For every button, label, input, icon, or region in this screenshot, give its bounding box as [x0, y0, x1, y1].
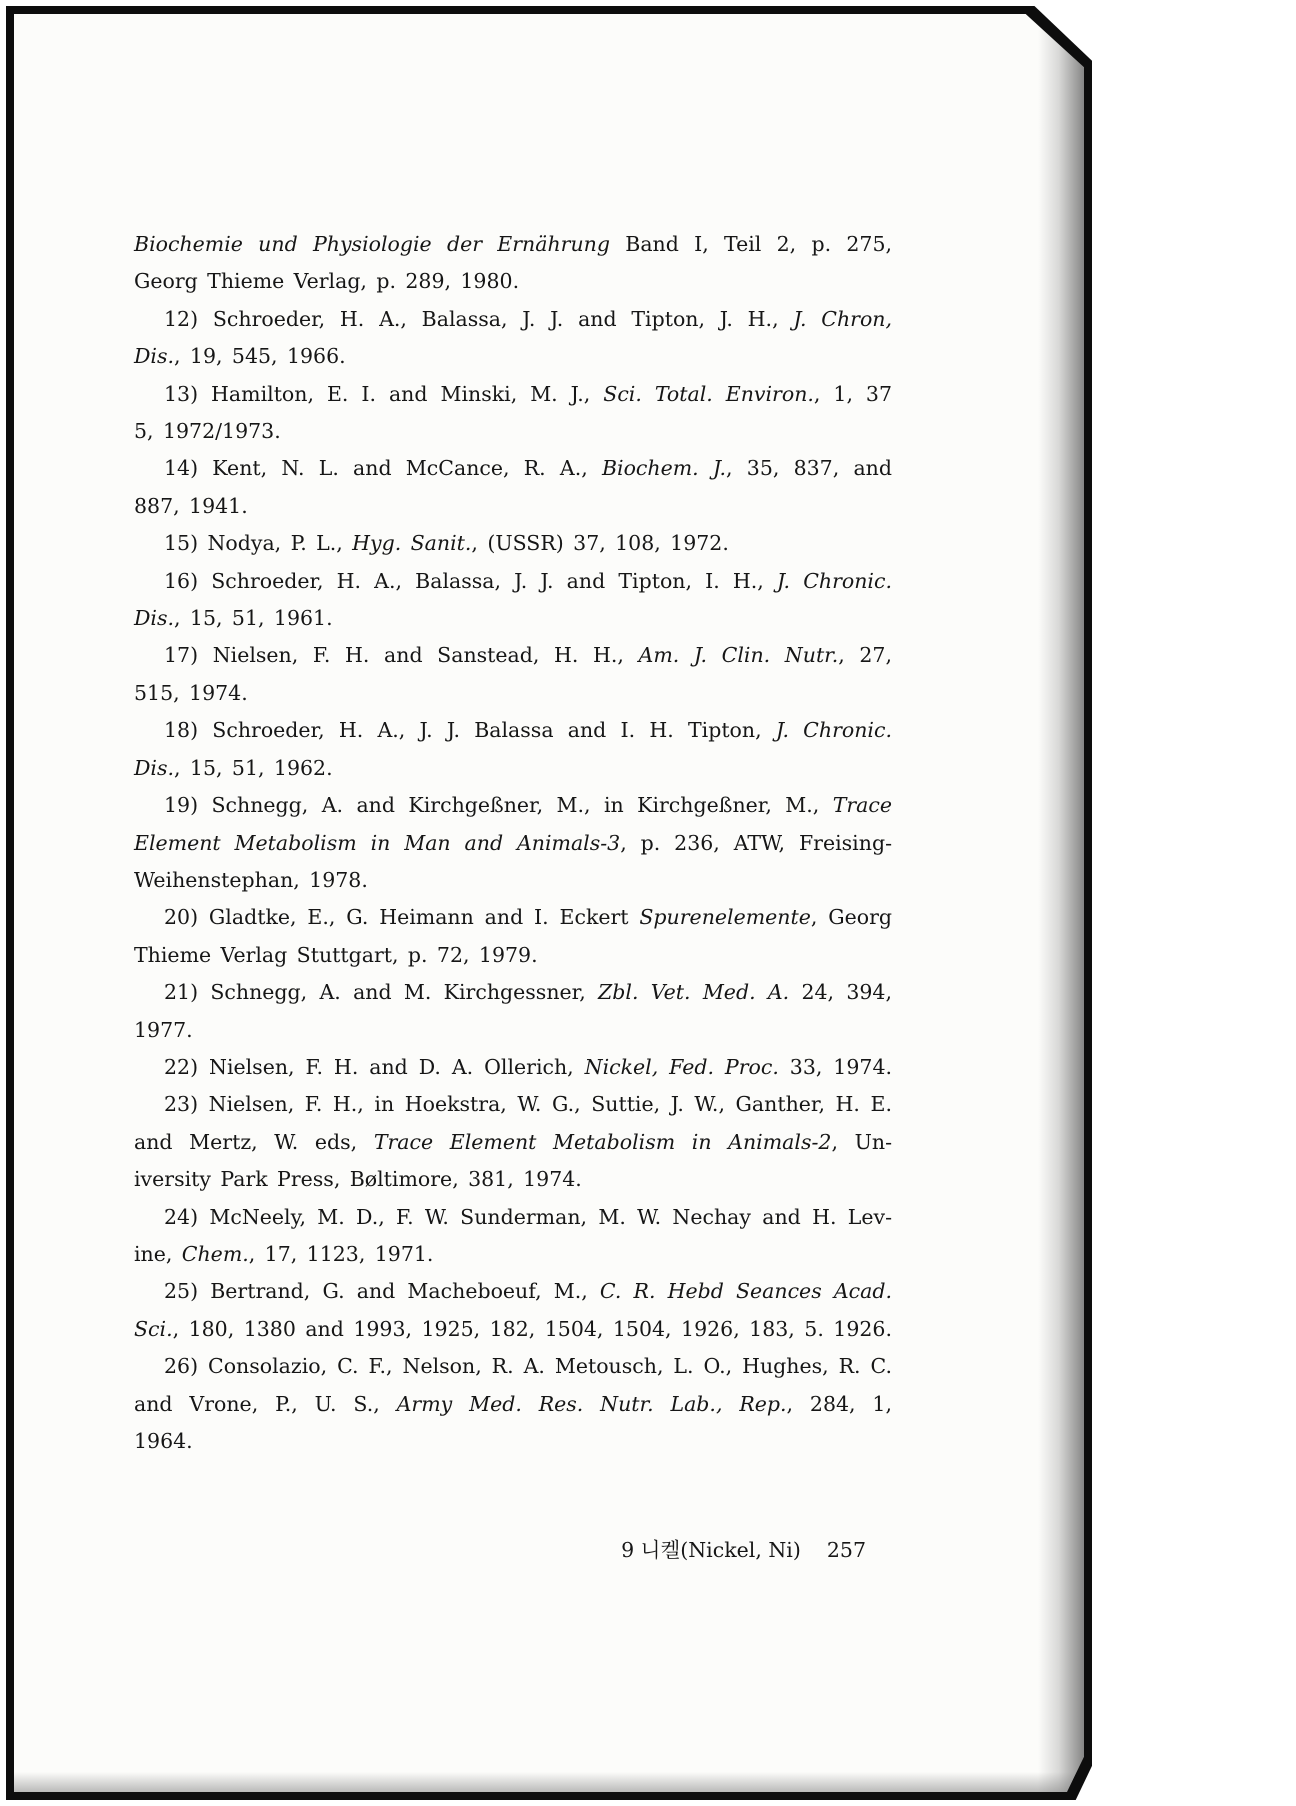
- text-run: , 15, 51, 1962.: [174, 755, 333, 780]
- text-run: 1977.: [134, 1017, 193, 1042]
- reference-line: [134, 338, 892, 375]
- text-run: ine,: [134, 1241, 182, 1266]
- text-run: 887, 1941.: [134, 493, 248, 518]
- text-run: , 17, 1123, 1971.: [248, 1241, 434, 1266]
- text-run: , Georg: [810, 905, 892, 930]
- reference-line: [134, 301, 892, 338]
- page-bottom-shading: [14, 1772, 1084, 1792]
- reference-line: [134, 1386, 892, 1423]
- reference-line: [134, 450, 892, 487]
- text-run: Hyg. Sanit.: [352, 531, 472, 556]
- reference-line: [134, 1049, 892, 1086]
- reference-line: [134, 937, 892, 974]
- text-run: 24) McNeely, M. D., F. W. Sunderman, M. W. Nechay and H. Lev-: [164, 1204, 892, 1229]
- text-run: , p. 236, ATW, Freising-: [620, 830, 892, 855]
- reference-line: [134, 1161, 892, 1198]
- text-run: , 15, 51, 1961.: [174, 606, 333, 631]
- reference-line: [134, 675, 892, 712]
- text-run: 15) Nodya, P. L.,: [164, 531, 353, 556]
- text-run: 14) Kent, N. L. and McCance, R. A.,: [164, 456, 602, 481]
- text-run: Band I, Teil 2, p. 275,: [610, 232, 893, 256]
- text-run: Georg Thieme Verlag, p. 289, 1980.: [134, 269, 520, 294]
- page-footer: [134, 1532, 892, 1569]
- text-run: 18) Schroeder, H. A., J. J. Balassa and I. H. Tipton,: [164, 718, 776, 743]
- reference-line: [134, 525, 892, 562]
- text-run: 21) Schnegg, A. and M. Kirchgessner,: [164, 980, 599, 1005]
- reference-line: [134, 862, 892, 899]
- text-run: , 35, 837, and: [726, 456, 892, 481]
- reference-line: [134, 488, 892, 525]
- reference-line: [134, 1012, 892, 1049]
- references-text: [134, 226, 892, 1460]
- text-run: Thieme Verlag Stuttgart, p. 72, 1979.: [134, 942, 538, 967]
- text-run: 20) Gladtke, E., G. Heimann and I. Eckert: [164, 905, 640, 930]
- text-run: Trace Element Metabolism in Animals-2: [373, 1129, 832, 1154]
- reference-line: [134, 637, 892, 674]
- text-run: Dis.: [134, 606, 175, 631]
- text-run: 13) Hamilton, E. I. and Minski, M. J.,: [164, 381, 604, 406]
- reference-line: [134, 787, 892, 824]
- text-run: 24, 394,: [789, 980, 892, 1005]
- reference-line: [134, 376, 892, 413]
- reference-line: [134, 899, 892, 936]
- text-run: 19) Schnegg, A. and Kirchgeßner, M., in Kirchgeßner, M.,: [164, 793, 833, 818]
- text-run: 26) Consolazio, C. F., Nelson, R. A. Metousch, L. O., Hughes, R. C.: [164, 1354, 892, 1379]
- text-run: 12) Schroeder, H. A., Balassa, J. J. and Tipton, J. H.,: [164, 306, 794, 331]
- text-run: , 19, 545, 1966.: [174, 344, 346, 369]
- reference-line: [134, 263, 892, 300]
- reference-line: [134, 600, 892, 637]
- reference-line: [134, 226, 892, 263]
- text-run: Dis.: [134, 344, 175, 369]
- page-edge-shading: [1038, 14, 1084, 1792]
- reference-line: [134, 413, 892, 450]
- reference-line: [134, 1199, 892, 1236]
- text-run: , 1, 37: [813, 381, 892, 406]
- reference-line: [134, 1236, 892, 1273]
- text-run: Spurenelemente: [639, 905, 811, 930]
- text-run: and Mertz, W. eds,: [134, 1129, 374, 1154]
- text-run: 16) Schroeder, H. A., Balassa, J. J. and Tipton, I. H.,: [164, 568, 777, 593]
- text-run: Am. J. Clin. Nutr.: [638, 643, 839, 668]
- text-run: J. Chron,: [793, 306, 893, 331]
- text-run: C. R. Hebd Seances Acad.: [599, 1279, 892, 1304]
- reference-line: [134, 712, 892, 749]
- text-run: 23) Nielsen, F. H., in Hoekstra, W. G., Suttie, J. W., Ganther, H. E.: [164, 1092, 892, 1117]
- reference-line: [134, 974, 892, 1011]
- text-run: , 27,: [838, 643, 892, 668]
- text-run: 5, 1972/1973.: [134, 419, 281, 444]
- text-run: Zbl. Vet. Med. A.: [598, 980, 790, 1005]
- text-run: Chem.: [181, 1241, 249, 1266]
- text-run: , Un-: [831, 1129, 893, 1154]
- text-run: Army Med. Res. Nutr. Lab., Rep.: [396, 1391, 787, 1416]
- reference-line: [134, 1273, 892, 1310]
- text-run: Nickel, Fed. Proc.: [584, 1054, 779, 1079]
- text-run: Biochemie und Physiologie der Ernährung: [134, 232, 610, 256]
- text-run: Sci. Total. Environ.: [603, 381, 814, 406]
- text-run: Element Metabolism in Man and Animals-3: [134, 830, 621, 855]
- reference-line: [134, 1124, 892, 1161]
- text-run: Weihenstephan, 1978.: [134, 867, 368, 892]
- text-run: J. Chronic.: [775, 718, 892, 743]
- text-run: J. Chronic.: [776, 568, 892, 593]
- reference-line: [134, 1311, 892, 1348]
- reference-line: [134, 1348, 892, 1385]
- text-run: 33, 1974.: [778, 1054, 892, 1079]
- text-run: , 284, 1,: [786, 1391, 892, 1416]
- reference-line: [134, 563, 892, 600]
- text-run: Biochem. J.: [601, 456, 727, 481]
- reference-line: [134, 1086, 892, 1123]
- text-run: , 180, 1380 and 1993, 1925, 182, 1504, 1504, 1926, 183, 5. 1926.: [172, 1316, 892, 1341]
- reference-line: [134, 825, 892, 862]
- text-run: Dis.: [134, 755, 175, 780]
- text-run: Trace: [832, 793, 892, 818]
- reference-line: [134, 1423, 892, 1460]
- chapter-label: 9 니켈(Nickel, Ni): [621, 1538, 801, 1562]
- text-run: 515, 1974.: [134, 680, 248, 705]
- text-run: 1964.: [134, 1429, 193, 1453]
- text-run: and Vrone, P., U. S.,: [134, 1391, 397, 1416]
- text-run: 22) Nielsen, F. H. and D. A. Ollerich,: [164, 1054, 585, 1079]
- page-number: 257: [826, 1538, 866, 1562]
- reference-line: [134, 750, 892, 787]
- text-run: 25) Bertrand, G. and Macheboeuf, M.,: [164, 1279, 600, 1304]
- text-run: Sci.: [134, 1316, 173, 1341]
- text-run: iversity Park Press, Bøltimore, 381, 1974.: [134, 1167, 582, 1192]
- text-run: , (USSR) 37, 108, 1972.: [471, 531, 729, 556]
- text-run: 17) Nielsen, F. H. and Sanstead, H. H.,: [164, 643, 639, 668]
